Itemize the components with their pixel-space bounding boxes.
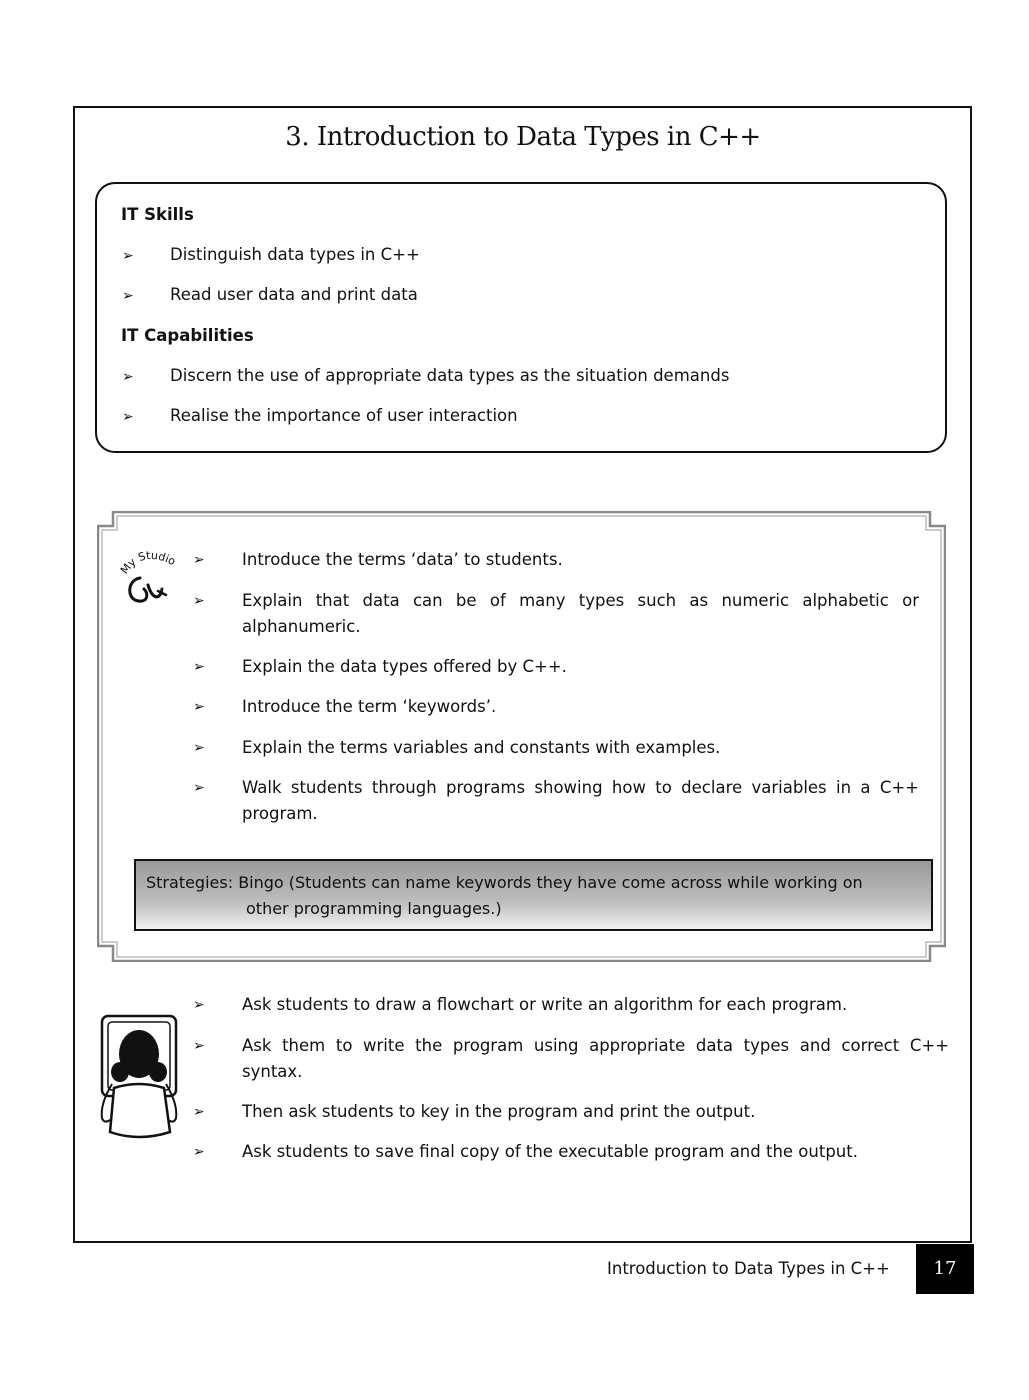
bullet-arrow-icon: ➢ — [193, 552, 205, 568]
bullet-arrow-icon: ➢ — [193, 1038, 205, 1054]
strategies-line: other programming languages.) — [246, 899, 502, 918]
studio-item: Introduce the terms ‘data’ to students. — [242, 550, 563, 569]
skill-item: Read user data and print data — [170, 285, 418, 304]
activity-item: Then ask students to key in the program and print the output. — [242, 1102, 756, 1121]
bullet-arrow-icon: ➢ — [193, 1144, 205, 1160]
strategies-line: Strategies: Bingo (Students can name keywords they have come across while working on — [146, 873, 863, 892]
bullet-arrow-icon: ➢ — [193, 699, 205, 715]
activity-item: syntax. — [242, 1062, 303, 1081]
bullet-arrow-icon: ➢ — [122, 288, 134, 304]
skill-item: Distinguish data types in C++ — [170, 245, 420, 264]
student-at-computer-icon — [98, 1014, 182, 1144]
studio-item: Introduce the term ‘keywords’. — [242, 697, 497, 716]
studio-item: alphanumeric. — [242, 617, 361, 636]
capabilities-heading: IT Capabilities — [121, 326, 254, 345]
bullet-arrow-icon: ➢ — [193, 659, 205, 675]
bullet-arrow-icon: ➢ — [193, 997, 205, 1013]
bullet-arrow-icon: ➢ — [122, 409, 134, 425]
activity-item: Ask them to write the program using appropriate data types and correct C++ — [242, 1036, 949, 1055]
studio-item: Explain the data types offered by C++. — [242, 657, 567, 676]
bullet-arrow-icon: ➢ — [193, 780, 205, 796]
studio-item: Walk students through programs showing how to declare variables in a C++ — [242, 778, 919, 797]
activity-item: Ask students to draw a flowchart or write an algorithm for each program. — [242, 995, 848, 1014]
studio-item: Explain that data can be of many types such as numeric alphabetic or — [242, 591, 919, 610]
page-number: 17 — [916, 1244, 974, 1294]
footer-title: Introduction to Data Types in C++ — [607, 1259, 890, 1278]
bullet-arrow-icon: ➢ — [122, 369, 134, 385]
bullet-arrow-icon: ➢ — [193, 740, 205, 756]
studio-item: program. — [242, 804, 318, 823]
capability-item: Discern the use of appropriate data types as the situation demands — [170, 366, 730, 385]
bullet-arrow-icon: ➢ — [122, 248, 134, 264]
svg-text:My Studio — [118, 549, 178, 577]
bullet-arrow-icon: ➢ — [193, 593, 205, 609]
page-title: 3. Introduction to Data Types in C++ — [285, 122, 761, 152]
my-studio-logo-icon — [118, 545, 180, 611]
skills-heading: IT Skills — [121, 205, 194, 224]
capability-item: Realise the importance of user interaction — [170, 406, 518, 425]
activity-item: Ask students to save final copy of the executable program and the output. — [242, 1142, 858, 1161]
bullet-arrow-icon: ➢ — [193, 1104, 205, 1120]
studio-item: Explain the terms variables and constants with examples. — [242, 738, 721, 757]
studio-logo-text: My Studio — [118, 548, 178, 577]
